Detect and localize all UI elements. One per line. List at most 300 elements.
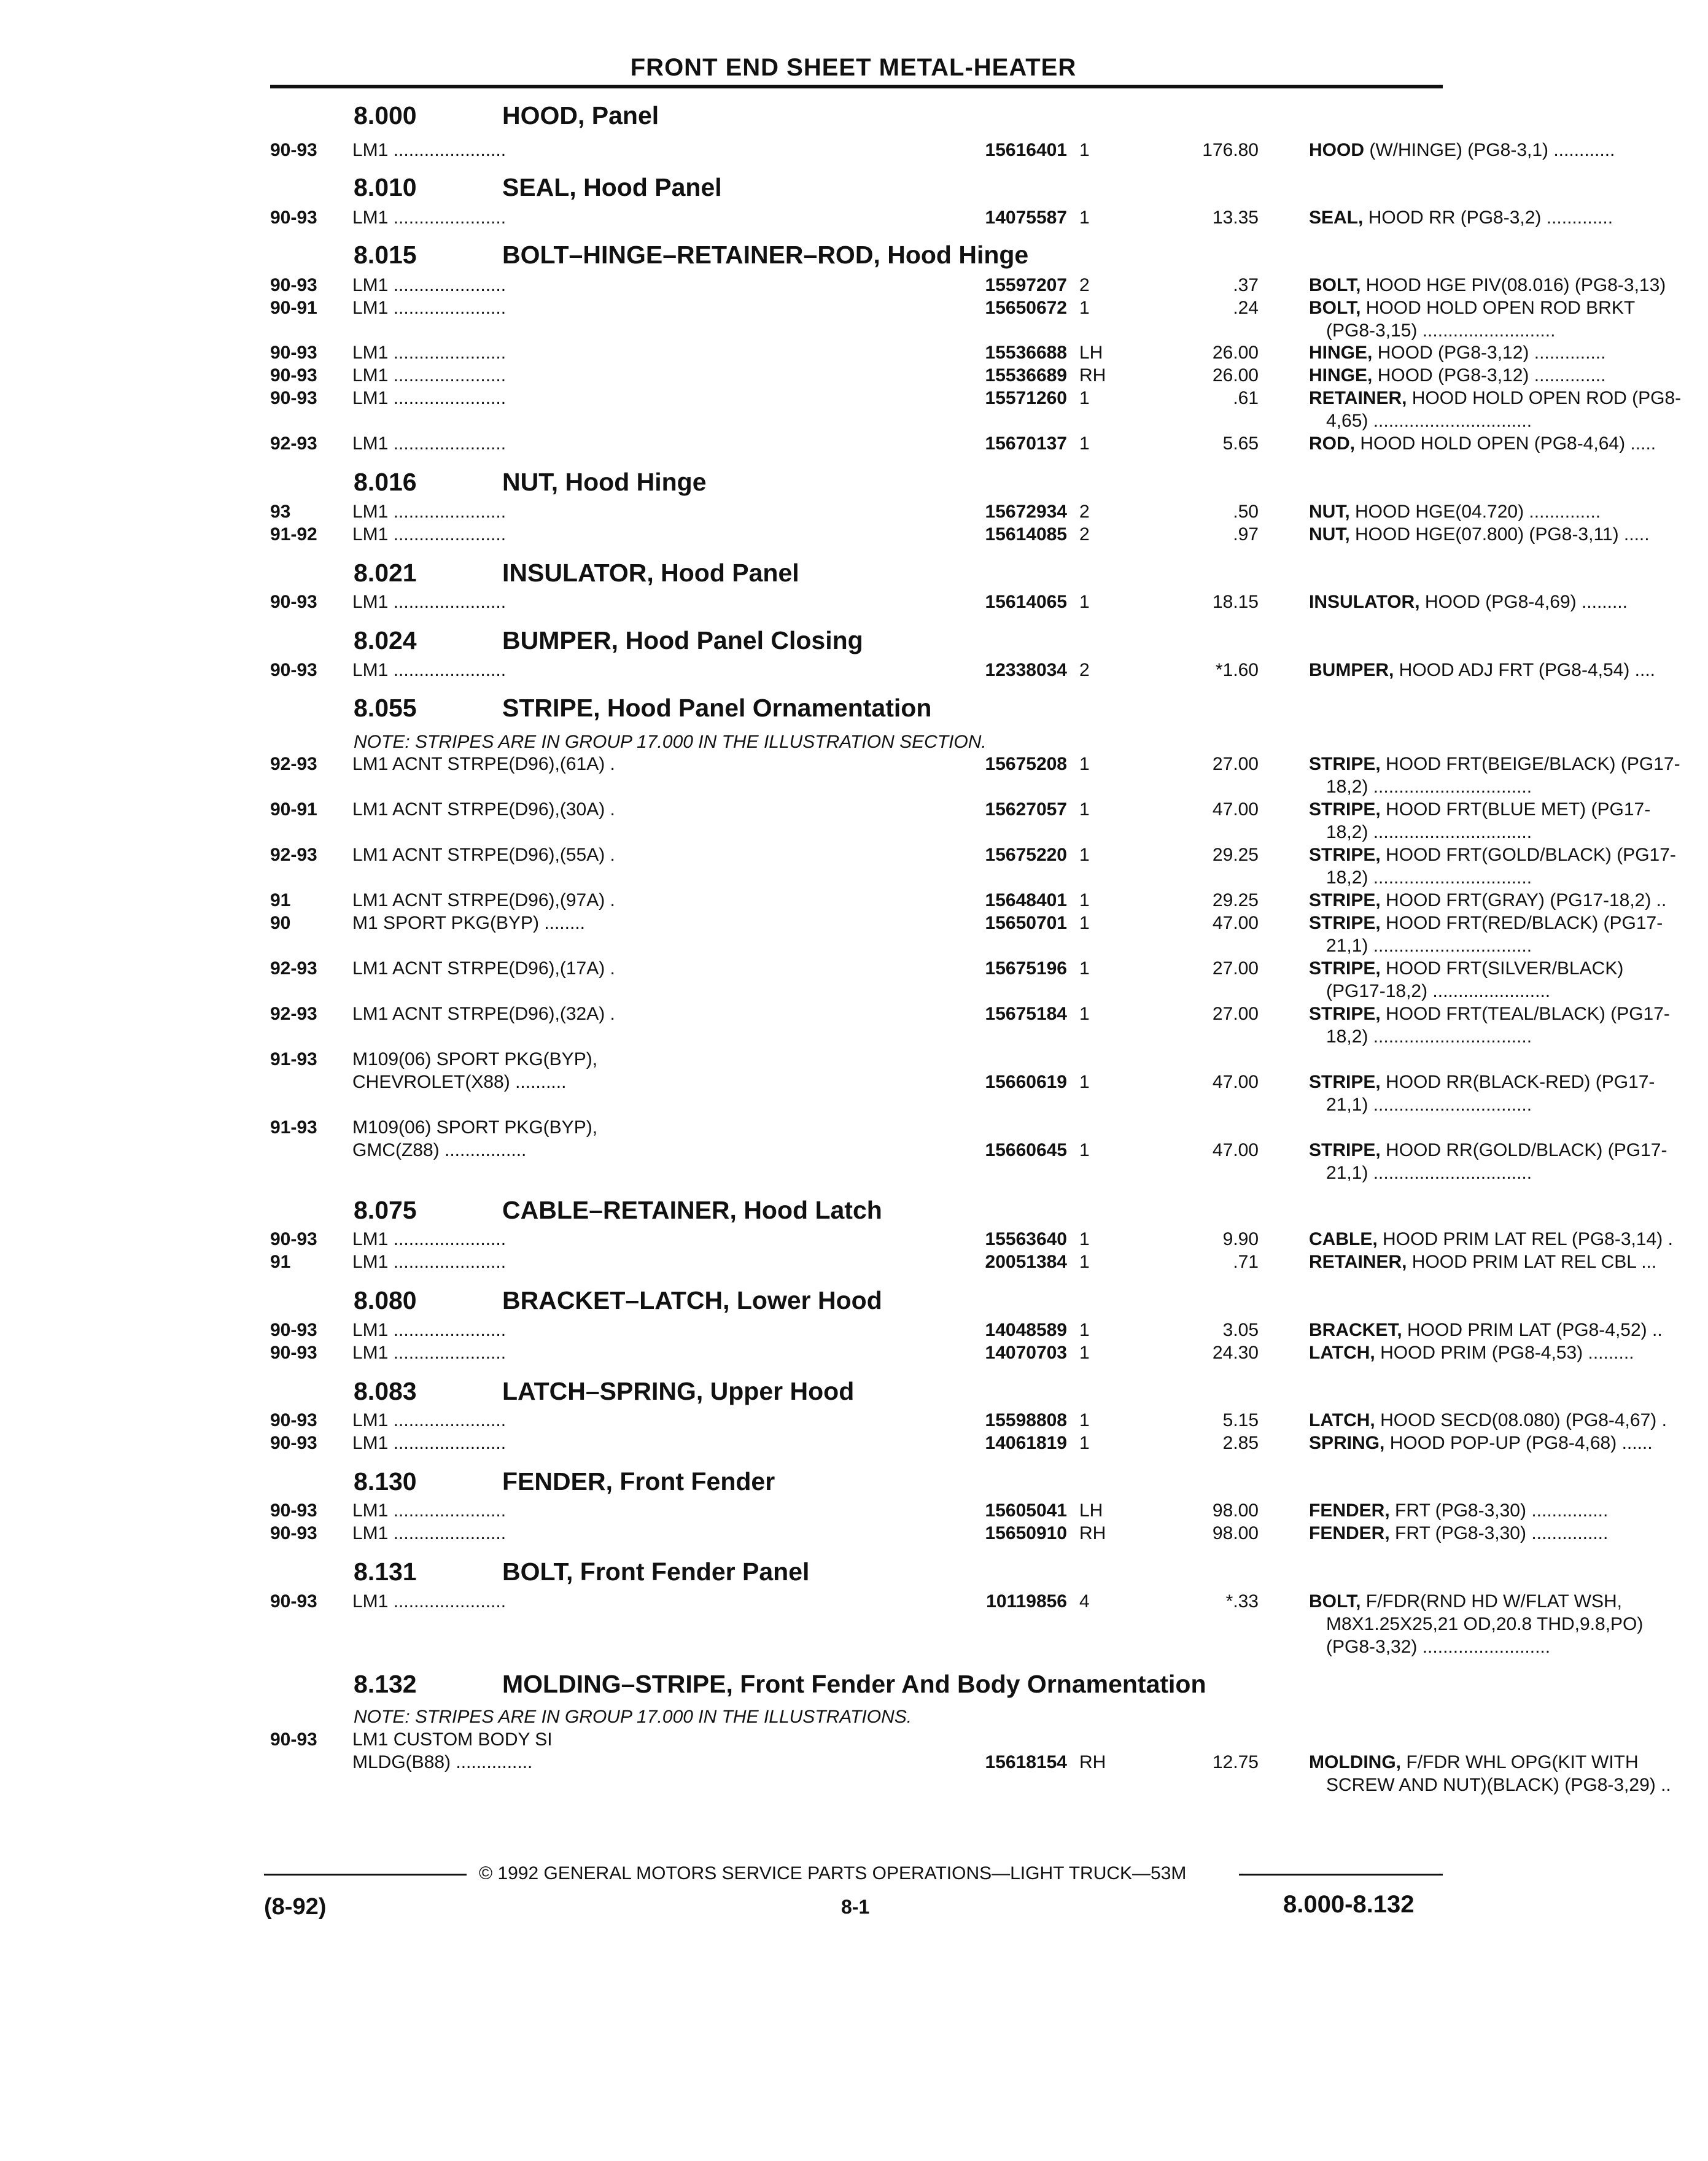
- description-noun: STRIPE,: [1309, 1140, 1381, 1160]
- quantity: 1: [1079, 1229, 1090, 1249]
- price: 13.35: [1212, 208, 1259, 228]
- price: 24.30: [1212, 1343, 1259, 1363]
- section-name: NUT, Hood Hinge: [502, 468, 707, 496]
- model-years: 90-93: [270, 275, 317, 295]
- part-description: [1309, 343, 1708, 363]
- section-name: BOLT–HINGE–RETAINER–ROD, Hood Hinge: [502, 241, 1029, 269]
- description-noun: STRIPE,: [1309, 754, 1381, 774]
- quantity: 2: [1079, 275, 1090, 295]
- section-number: 8.083: [354, 1377, 417, 1405]
- part-number: 15675220: [985, 845, 1067, 865]
- description-continuation: [270, 320, 1556, 345]
- quantity: 1: [1079, 1410, 1090, 1430]
- model-code: LM1 ......................: [352, 592, 507, 612]
- price: 27.00: [1212, 1004, 1259, 1024]
- parts-row: [270, 502, 1601, 526]
- quantity: 1: [1079, 1343, 1090, 1363]
- model-years: 91-93: [270, 1117, 317, 1138]
- part-number: 15675184: [985, 1004, 1067, 1024]
- description-noun: LATCH,: [1309, 1410, 1375, 1430]
- description-detail: HOOD FRT(GRAY) (PG17-18,2) ..: [1380, 890, 1667, 910]
- price: .24: [1233, 298, 1259, 318]
- description-continuation-text: (PG8-3,32) .........................: [1326, 1637, 1551, 1657]
- parts-row: [270, 845, 1676, 869]
- part-number: 14048589: [985, 1320, 1067, 1340]
- description-noun: BUMPER,: [1309, 660, 1394, 680]
- description-detail: HOOD HGE(04.720) ..............: [1349, 502, 1601, 522]
- description-detail: HOOD FRT(TEAL/BLACK) (PG17-: [1380, 1004, 1670, 1024]
- section-number: 8.132: [354, 1670, 417, 1698]
- part-description: [1309, 1229, 1708, 1250]
- description-continuation-text: M8X1.25X25,21 OD,20.8 THD,9.8,PO): [1326, 1614, 1644, 1634]
- part-number: 15675196: [985, 958, 1067, 979]
- part-description: [1309, 845, 1708, 866]
- quantity: 1: [1079, 208, 1090, 228]
- part-number: 15650672: [985, 298, 1067, 318]
- model-years: 91: [270, 890, 291, 910]
- model-years: 91: [270, 1252, 291, 1272]
- model-years: 90-93: [270, 1229, 317, 1249]
- model-code: LM1 ......................: [352, 1343, 507, 1363]
- part-description: [1309, 799, 1708, 820]
- part-description: [1309, 1140, 1708, 1161]
- section-name: FENDER, Front Fender: [502, 1467, 775, 1496]
- section-note: NOTE: STRIPES ARE IN GROUP 17.000 IN THE ILLUSTRATIONS.: [354, 1707, 912, 1727]
- part-number: 20051384: [985, 1252, 1067, 1272]
- description-continuation-text: SCREW AND NUT)(BLACK) (PG8-3,29) ..: [1326, 1775, 1671, 1795]
- description-noun: MOLDING,: [1309, 1752, 1401, 1772]
- model-code: M109(06) SPORT PKG(BYP),: [352, 1117, 598, 1138]
- model-years: 90-91: [270, 298, 317, 318]
- section-number: 8.015: [354, 241, 417, 269]
- description-continuation-text: 21,1) ...............................: [1326, 1095, 1532, 1115]
- parts-row: [270, 140, 1615, 165]
- model-years: 91-93: [270, 1049, 317, 1069]
- page-title: FRONT END SHEET METAL-HEATER: [630, 54, 1077, 81]
- quantity: 2: [1079, 660, 1090, 680]
- price: 47.00: [1212, 1072, 1259, 1092]
- description-detail: HOOD HGE(07.800) (PG8-3,11) .....: [1349, 524, 1650, 545]
- parts-row: [270, 1140, 1667, 1165]
- parts-row: [270, 1500, 1609, 1525]
- description-detail: (W/HINGE) (PG8-3,1) ............: [1364, 140, 1615, 160]
- description-detail: F/FDR WHL OPG(KIT WITH: [1401, 1752, 1639, 1772]
- description-continuation: [270, 1775, 1671, 1799]
- quantity: LH: [1079, 1500, 1103, 1521]
- part-number: 14070703: [985, 1343, 1067, 1363]
- model-years: 90-93: [270, 208, 317, 228]
- model-years: 92-93: [270, 845, 317, 865]
- model-code: M109(06) SPORT PKG(BYP),: [352, 1049, 598, 1069]
- price: 29.25: [1212, 890, 1259, 910]
- price: 47.00: [1212, 1140, 1259, 1160]
- part-description: [1309, 140, 1708, 161]
- description-continuation: [270, 822, 1532, 847]
- description-noun: STRIPE,: [1309, 845, 1381, 865]
- model-years: 90-93: [270, 365, 317, 386]
- part-description: [1309, 388, 1708, 409]
- price: 47.00: [1212, 913, 1259, 933]
- parts-row: [270, 1320, 1663, 1344]
- copyright-notice: © 1992 GENERAL MOTORS SERVICE PARTS OPERATIONS—LIGHT TRUCK—53M: [479, 1863, 1187, 1884]
- part-description: [1309, 502, 1708, 522]
- part-description: [1309, 1500, 1708, 1521]
- parts-row: [270, 524, 1650, 549]
- parts-row: [270, 913, 1663, 937]
- model-years: 90-93: [270, 1410, 317, 1430]
- price: 27.00: [1212, 754, 1259, 774]
- description-noun: STRIPE,: [1309, 799, 1381, 820]
- description-detail: HOOD PRIM LAT REL CBL ...: [1407, 1252, 1657, 1272]
- description-noun: HINGE,: [1309, 365, 1373, 386]
- description-detail: HOOD ADJ FRT (PG8-4,54) ....: [1394, 660, 1655, 680]
- section-name: LATCH–SPRING, Upper Hood: [502, 1377, 855, 1405]
- description-continuation: [270, 936, 1532, 960]
- section-name: BRACKET–LATCH, Lower Hood: [502, 1286, 882, 1314]
- description-noun: NUT,: [1309, 524, 1350, 545]
- description-detail: HOOD SECD(08.080) (PG8-4,67) .: [1375, 1410, 1667, 1430]
- part-description: [1309, 660, 1708, 681]
- description-noun: BOLT,: [1309, 1591, 1361, 1612]
- parts-row: [270, 208, 1613, 232]
- parts-row: [270, 365, 1606, 390]
- description-noun: CABLE,: [1309, 1229, 1378, 1249]
- model-code: LM1 ......................: [352, 1523, 507, 1543]
- section-number: 8.016: [354, 468, 417, 496]
- section-name: STRIPE, Hood Panel Ornamentation: [502, 694, 932, 722]
- part-number: 15650701: [985, 913, 1067, 933]
- quantity: 1: [1079, 388, 1090, 408]
- description-detail: HOOD FRT(RED/BLACK) (PG17-: [1380, 913, 1663, 933]
- description-detail: HOOD HGE PIV(08.016) (PG8-3,13): [1361, 275, 1666, 295]
- parts-row: [270, 799, 1651, 824]
- section-note: NOTE: STRIPES ARE IN GROUP 17.000 IN THE ILLUSTRATION SECTION.: [354, 732, 987, 752]
- parts-row: [270, 754, 1680, 778]
- model-code: LM1 ......................: [352, 502, 507, 522]
- section-number: 8.024: [354, 626, 417, 654]
- price: 3.05: [1222, 1320, 1259, 1340]
- page-number: 8-1: [841, 1896, 870, 1918]
- quantity: 4: [1079, 1591, 1090, 1612]
- section-number: 8.130: [354, 1467, 417, 1496]
- part-number: 15618154: [985, 1752, 1067, 1772]
- model-code: LM1 ACNT STRPE(D96),(17A) .: [352, 958, 615, 979]
- price: *.33: [1225, 1591, 1259, 1612]
- description-detail: HOOD (PG8-3,12) ..............: [1372, 365, 1606, 386]
- model-years: 90-93: [270, 140, 317, 160]
- description-noun: INSULATOR,: [1309, 592, 1420, 612]
- parts-row: [270, 1343, 1634, 1367]
- price: 26.00: [1212, 343, 1259, 363]
- description-detail: HOOD HOLD OPEN (PG8-4,64) .....: [1355, 433, 1656, 454]
- price: 98.00: [1212, 1500, 1259, 1521]
- section-name: BOLT, Front Fender Panel: [502, 1558, 810, 1586]
- description-detail: HOOD FRT(BLUE MET) (PG17-: [1380, 799, 1651, 820]
- description-detail: FRT (PG8-3,30) ...............: [1389, 1523, 1609, 1543]
- model-code: LM1 ACNT STRPE(D96),(97A) .: [352, 890, 615, 910]
- price: 9.90: [1222, 1229, 1259, 1249]
- part-description: [1309, 1320, 1708, 1341]
- part-description: [1309, 433, 1708, 454]
- parts-row: [270, 1523, 1609, 1548]
- description-continuation: [270, 1163, 1532, 1187]
- quantity: 1: [1079, 1252, 1090, 1272]
- description-detail: HOOD FRT(SILVER/BLACK): [1380, 958, 1624, 979]
- description-noun: RETAINER,: [1309, 388, 1407, 408]
- part-number: 15614085: [985, 524, 1067, 545]
- quantity: 1: [1079, 754, 1090, 774]
- model-years: 90: [270, 913, 291, 933]
- part-number: 15598808: [985, 1410, 1067, 1430]
- part-number: 15536688: [985, 343, 1067, 363]
- model-code: LM1 ......................: [352, 1229, 507, 1249]
- parts-row: [270, 1410, 1667, 1435]
- footer-rule-left: [264, 1874, 467, 1876]
- model-years: 92-93: [270, 754, 317, 774]
- description-continuation-text: 4,65) ...............................: [1326, 411, 1532, 431]
- price: 18.15: [1212, 592, 1259, 612]
- parts-row: [270, 1729, 1449, 1754]
- model-years: 90-93: [270, 592, 317, 612]
- price: 98.00: [1212, 1523, 1259, 1543]
- quantity: 1: [1079, 1140, 1090, 1160]
- part-description: [1309, 1591, 1708, 1612]
- description-detail: HOOD PRIM (PG8-4,53) .........: [1375, 1343, 1634, 1363]
- description-continuation: [270, 1095, 1532, 1119]
- parts-row: [270, 343, 1606, 367]
- model-code: LM1 ACNT STRPE(D96),(32A) .: [352, 1004, 615, 1024]
- section-number: 8.075: [354, 1196, 417, 1224]
- section-name: HOOD, Panel: [502, 101, 659, 130]
- description-noun: STRIPE,: [1309, 958, 1381, 979]
- part-number: 15660645: [985, 1140, 1067, 1160]
- section-number: 8.010: [354, 173, 417, 201]
- description-continuation-text: 21,1) ...............................: [1326, 1163, 1532, 1183]
- part-number: 15563640: [985, 1229, 1067, 1249]
- model-years: 90-93: [270, 1433, 317, 1453]
- description-continuation: [270, 1614, 1644, 1639]
- description-noun: STRIPE,: [1309, 1072, 1381, 1092]
- model-code: LM1 ......................: [352, 388, 507, 408]
- description-continuation: [270, 777, 1532, 801]
- parts-row: [270, 592, 1628, 616]
- model-years: 90-93: [270, 1343, 317, 1363]
- parts-row: [270, 1229, 1673, 1254]
- part-description: [1309, 1410, 1708, 1431]
- parts-row: [270, 660, 1655, 685]
- model-years: 90-93: [270, 388, 317, 408]
- quantity: 1: [1079, 298, 1090, 318]
- price: 29.25: [1212, 845, 1259, 865]
- price: .61: [1233, 388, 1259, 408]
- quantity: 1: [1079, 1433, 1090, 1453]
- price: .97: [1233, 524, 1259, 545]
- parts-row: [270, 298, 1636, 322]
- quantity: 1: [1079, 890, 1090, 910]
- price: .50: [1233, 502, 1259, 522]
- quantity: 2: [1079, 524, 1090, 545]
- section-name: SEAL, Hood Panel: [502, 173, 722, 201]
- model-code: LM1 ......................: [352, 660, 507, 680]
- model-code: LM1 ACNT STRPE(D96),(55A) .: [352, 845, 615, 865]
- price: 26.00: [1212, 365, 1259, 386]
- price: 5.65: [1222, 433, 1259, 454]
- description-noun: NUT,: [1309, 502, 1350, 522]
- description-noun: HINGE,: [1309, 343, 1373, 363]
- part-number: 15605041: [985, 1500, 1067, 1521]
- quantity: RH: [1079, 1752, 1106, 1772]
- model-code: LM1 ......................: [352, 140, 507, 160]
- part-number: 15672934: [985, 502, 1067, 522]
- parts-row: [270, 1117, 1449, 1142]
- parts-row: [270, 958, 1624, 983]
- model-years: 90-93: [270, 1523, 317, 1543]
- section-name: BUMPER, Hood Panel Closing: [502, 626, 863, 654]
- part-description: [1309, 1433, 1708, 1454]
- part-description: [1309, 1343, 1708, 1364]
- model-years: 90-93: [270, 1320, 317, 1340]
- description-detail: HOOD FRT(BEIGE/BLACK) (PG17-: [1380, 754, 1680, 774]
- model-code: LM1 ......................: [352, 1500, 507, 1521]
- quantity: RH: [1079, 365, 1106, 386]
- model-code: LM1 ......................: [352, 1252, 507, 1272]
- model-code: LM1 ACNT STRPE(D96),(61A) .: [352, 754, 615, 774]
- description-detail: F/FDR(RND HD W/FLAT WSH,: [1361, 1591, 1622, 1612]
- description-continuation-text: (PG8-3,15) ..........................: [1326, 320, 1556, 341]
- description-noun: SEAL,: [1309, 208, 1364, 228]
- part-number: 10119856: [986, 1591, 1067, 1612]
- description-continuation: [270, 981, 1551, 1006]
- part-description: [1309, 208, 1708, 228]
- quantity: 2: [1079, 502, 1090, 522]
- quantity: 1: [1079, 140, 1090, 160]
- description-detail: HOOD RR (PG8-3,2) .............: [1363, 208, 1613, 228]
- price: 12.75: [1212, 1752, 1259, 1772]
- part-number: 15660619: [985, 1072, 1067, 1092]
- description-detail: HOOD RR(BLACK-RED) (PG17-: [1380, 1072, 1655, 1092]
- quantity: 1: [1079, 1320, 1090, 1340]
- model-years: 92-93: [270, 958, 317, 979]
- date-code: (8-92): [264, 1894, 327, 1920]
- quantity: 1: [1079, 433, 1090, 454]
- section-range: 8.000-8.132: [1283, 1891, 1415, 1918]
- model-code: LM1 ......................: [352, 524, 507, 545]
- quantity: 1: [1079, 799, 1090, 820]
- description-continuation: [270, 411, 1532, 435]
- description-noun: STRIPE,: [1309, 890, 1381, 910]
- model-code: M1 SPORT PKG(BYP) ........: [352, 913, 585, 933]
- part-number: 15597207: [985, 275, 1067, 295]
- part-description: [1309, 913, 1708, 934]
- part-description: [1309, 524, 1708, 545]
- section-number: 8.080: [354, 1286, 417, 1314]
- description-noun: LATCH,: [1309, 1343, 1375, 1363]
- quantity: RH: [1079, 1523, 1106, 1543]
- description-noun: FENDER,: [1309, 1523, 1390, 1543]
- description-detail: HOOD (PG8-4,69) .........: [1419, 592, 1628, 612]
- description-continuation-text: 18,2) ...............................: [1326, 1026, 1532, 1047]
- model-code: LM1 ......................: [352, 433, 507, 454]
- part-description: [1309, 754, 1708, 775]
- price: 2.85: [1222, 1433, 1259, 1453]
- model-code: LM1 ......................: [352, 1591, 507, 1612]
- model-code: LM1 ......................: [352, 208, 507, 228]
- price: 47.00: [1212, 799, 1259, 820]
- model-code: LM1 ......................: [352, 1410, 507, 1430]
- description-noun: FENDER,: [1309, 1500, 1390, 1521]
- description-detail: HOOD PRIM LAT (PG8-4,52) ..: [1402, 1320, 1663, 1340]
- quantity: 1: [1079, 845, 1090, 865]
- model-code: LM1 ......................: [352, 343, 507, 363]
- part-number: 15648401: [985, 890, 1067, 910]
- model-code: LM1 ......................: [352, 298, 507, 318]
- model-code: LM1 ......................: [352, 1320, 507, 1340]
- quantity: 1: [1079, 1072, 1090, 1092]
- part-description: [1309, 592, 1708, 613]
- part-description: [1309, 1072, 1708, 1093]
- description-continuation: [270, 1637, 1551, 1661]
- model-years: 93: [270, 502, 291, 522]
- part-description: [1309, 958, 1708, 979]
- description-noun: SPRING,: [1309, 1433, 1385, 1453]
- description-noun: STRIPE,: [1309, 1004, 1381, 1024]
- model-code: LM1 ......................: [352, 275, 507, 295]
- description-detail: HOOD HOLD OPEN ROD BRKT: [1361, 298, 1636, 318]
- price: 176.80: [1202, 140, 1259, 160]
- section-name: INSULATOR, Hood Panel: [502, 559, 799, 587]
- part-number: 15670137: [985, 433, 1067, 454]
- quantity: LH: [1079, 343, 1103, 363]
- model-years: 91-92: [270, 524, 317, 545]
- description-noun: ROD,: [1309, 433, 1355, 454]
- part-description: [1309, 1252, 1708, 1273]
- part-number: 15616401: [985, 140, 1067, 160]
- part-description: [1309, 365, 1708, 386]
- description-continuation-text: (PG17-18,2) .......................: [1326, 981, 1551, 1001]
- price: .37: [1233, 275, 1259, 295]
- model-years: 92-93: [270, 433, 317, 454]
- description-continuation: [270, 1026, 1532, 1051]
- parts-row: [270, 1004, 1670, 1028]
- part-number: 15627057: [985, 799, 1067, 820]
- parts-row: [270, 1752, 1639, 1777]
- model-years: 90-91: [270, 799, 317, 820]
- description-continuation-text: 21,1) ...............................: [1326, 936, 1532, 956]
- model-code: LM1 ACNT STRPE(D96),(30A) .: [352, 799, 615, 820]
- description-noun: HOOD: [1309, 140, 1364, 160]
- description-continuation: [270, 867, 1532, 892]
- section-name: MOLDING–STRIPE, Front Fender And Body Ornamentation: [502, 1670, 1206, 1698]
- description-noun: BRACKET,: [1309, 1320, 1402, 1340]
- part-number: 15614065: [985, 592, 1067, 612]
- description-detail: HOOD FRT(GOLD/BLACK) (PG17-: [1380, 845, 1676, 865]
- description-detail: HOOD RR(GOLD/BLACK) (PG17-: [1380, 1140, 1667, 1160]
- part-number: 15650910: [985, 1523, 1067, 1543]
- header-rule: [270, 85, 1443, 88]
- quantity: 1: [1079, 913, 1090, 933]
- model-code: LM1 ......................: [352, 1433, 507, 1453]
- model-code: LM1 ......................: [352, 365, 507, 386]
- parts-row: [270, 1049, 1449, 1074]
- description-detail: HOOD POP-UP (PG8-4,68) ......: [1384, 1433, 1653, 1453]
- parts-row: [270, 388, 1682, 413]
- model-years: 90-93: [270, 660, 317, 680]
- parts-row: [270, 890, 1667, 915]
- model-code: CHEVROLET(X88) ..........: [352, 1072, 567, 1092]
- model-years: 92-93: [270, 1004, 317, 1024]
- part-number: 12338034: [985, 660, 1067, 680]
- description-detail: HOOD PRIM LAT REL (PG8-3,14) .: [1377, 1229, 1673, 1249]
